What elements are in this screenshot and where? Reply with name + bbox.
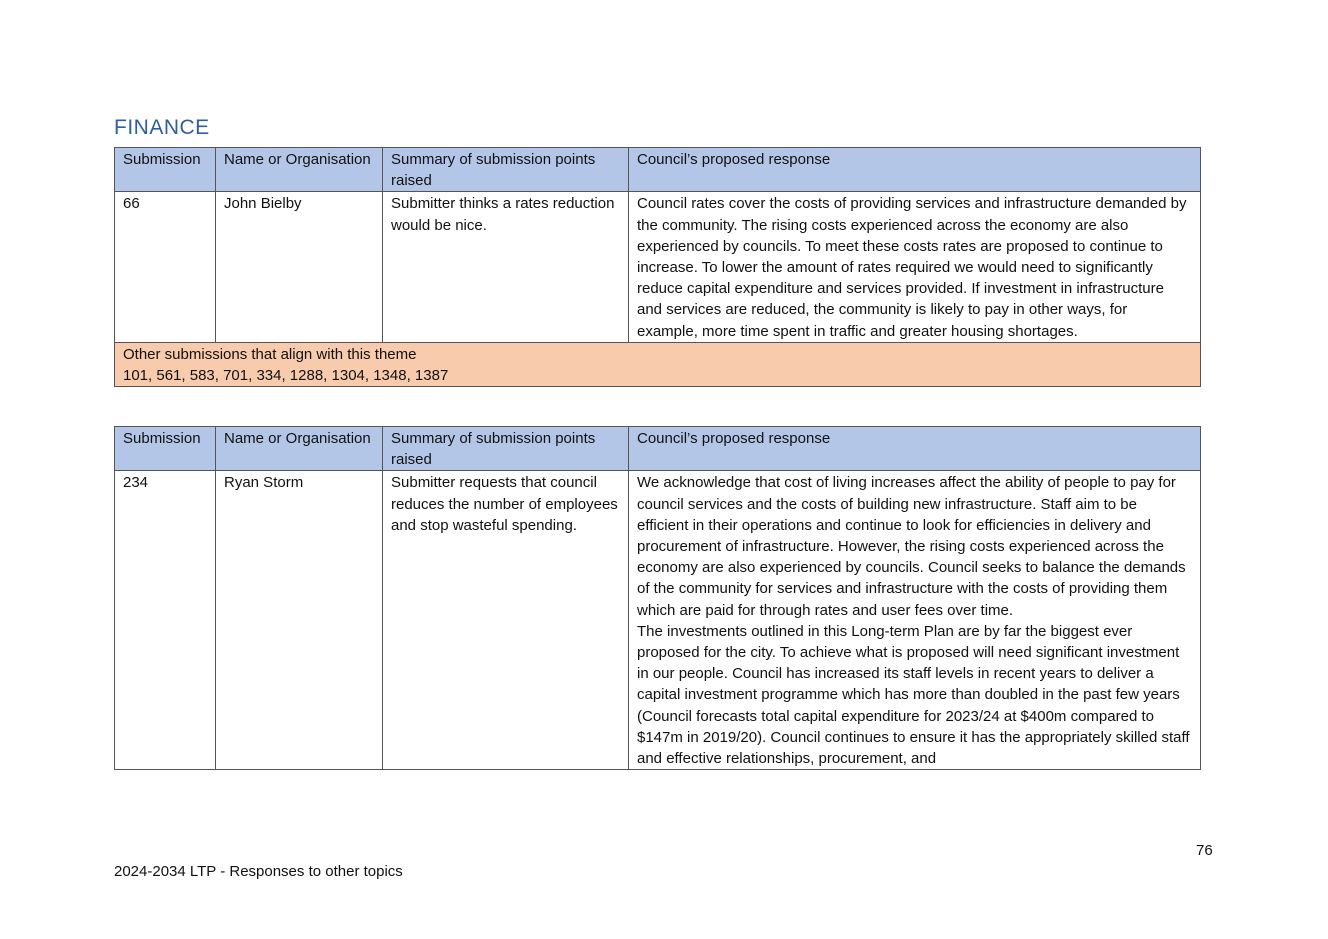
submission-summary: Submitter thinks a rates reduction would be nice. [383, 192, 629, 342]
theme-submission-list: 101, 561, 583, 701, 334, 1288, 1304, 1348, 1387 [123, 367, 449, 385]
header-summary: Summary of submission points raised [383, 148, 629, 192]
page-number: 76 [1196, 842, 1213, 859]
theme-cell [115, 342, 1201, 386]
header-name: Name or Organisation [216, 148, 383, 192]
table-row [115, 192, 1201, 342]
theme-row [115, 342, 1201, 386]
header-name: Name or Organisation [216, 427, 383, 471]
submitter-name: John Bielby [216, 192, 383, 342]
council-response [629, 471, 1201, 770]
header-submission: Submission [115, 148, 216, 192]
header-submission: Submission [115, 427, 216, 471]
response-paragraph-2: The investments outlined in this Long-term Plan are by far the biggest ever proposed for the city. To achieve what is proposed will need significant investment in our people. Council has increased its staff levels in recent years to deliver a capital investment programme which has more than doubled in the past few years (Council forecasts total capital expenditure for 2023/24 at $400m compared to $147m in 2019/20). Council continues to ensure it has the appropriately skilled staff and effective relationships, procurement, and [637, 622, 1190, 768]
footer-document-title: 2024-2034 LTP - Responses to other topics [114, 863, 403, 880]
finance-table-1 [114, 147, 1201, 387]
header-response: Council’s proposed response [629, 148, 1201, 192]
finance-table-2 [114, 426, 1201, 770]
table-header-row [115, 427, 1201, 471]
council-response: Council rates cover the costs of providing services and infrastructure demanded by the community. The rising costs experienced across the economy are also experienced by councils. To meet these costs rates are proposed to continue to increase. To lower the amount of rates required we would need to significantly reduce capital expenditure and services provided. If investment in infrastructure and services are reduced, the community is likely to pay in other ways, for example, more time spent in traffic and greater housing shortages. [629, 192, 1201, 342]
table-header-row [115, 148, 1201, 192]
submission-number: 66 [115, 192, 216, 342]
submission-number: 234 [115, 471, 216, 770]
response-paragraph-1: We acknowledge that cost of living increases affect the ability of people to pay for council services and the costs of building new infrastructure. Staff aim to be efficient in their operations and continue to look for efficiencies in delivery and procurement of infrastructure. However, the rising costs experienced across the economy are also experienced by councils. Council seeks to balance the demands of the community for services and infrastructure with the costs of providing them which are paid for through rates and user fees over time. [637, 474, 1186, 619]
submission-summary: Submitter requests that council reduces the number of employees and stop wasteful spending. [383, 471, 629, 770]
section-title: FINANCE [114, 116, 210, 139]
theme-label: Other submissions that align with this theme [123, 345, 417, 363]
header-response: Council’s proposed response [629, 427, 1201, 471]
table-row [115, 471, 1201, 770]
header-summary: Summary of submission points raised [383, 427, 629, 471]
submitter-name: Ryan Storm [216, 471, 383, 770]
